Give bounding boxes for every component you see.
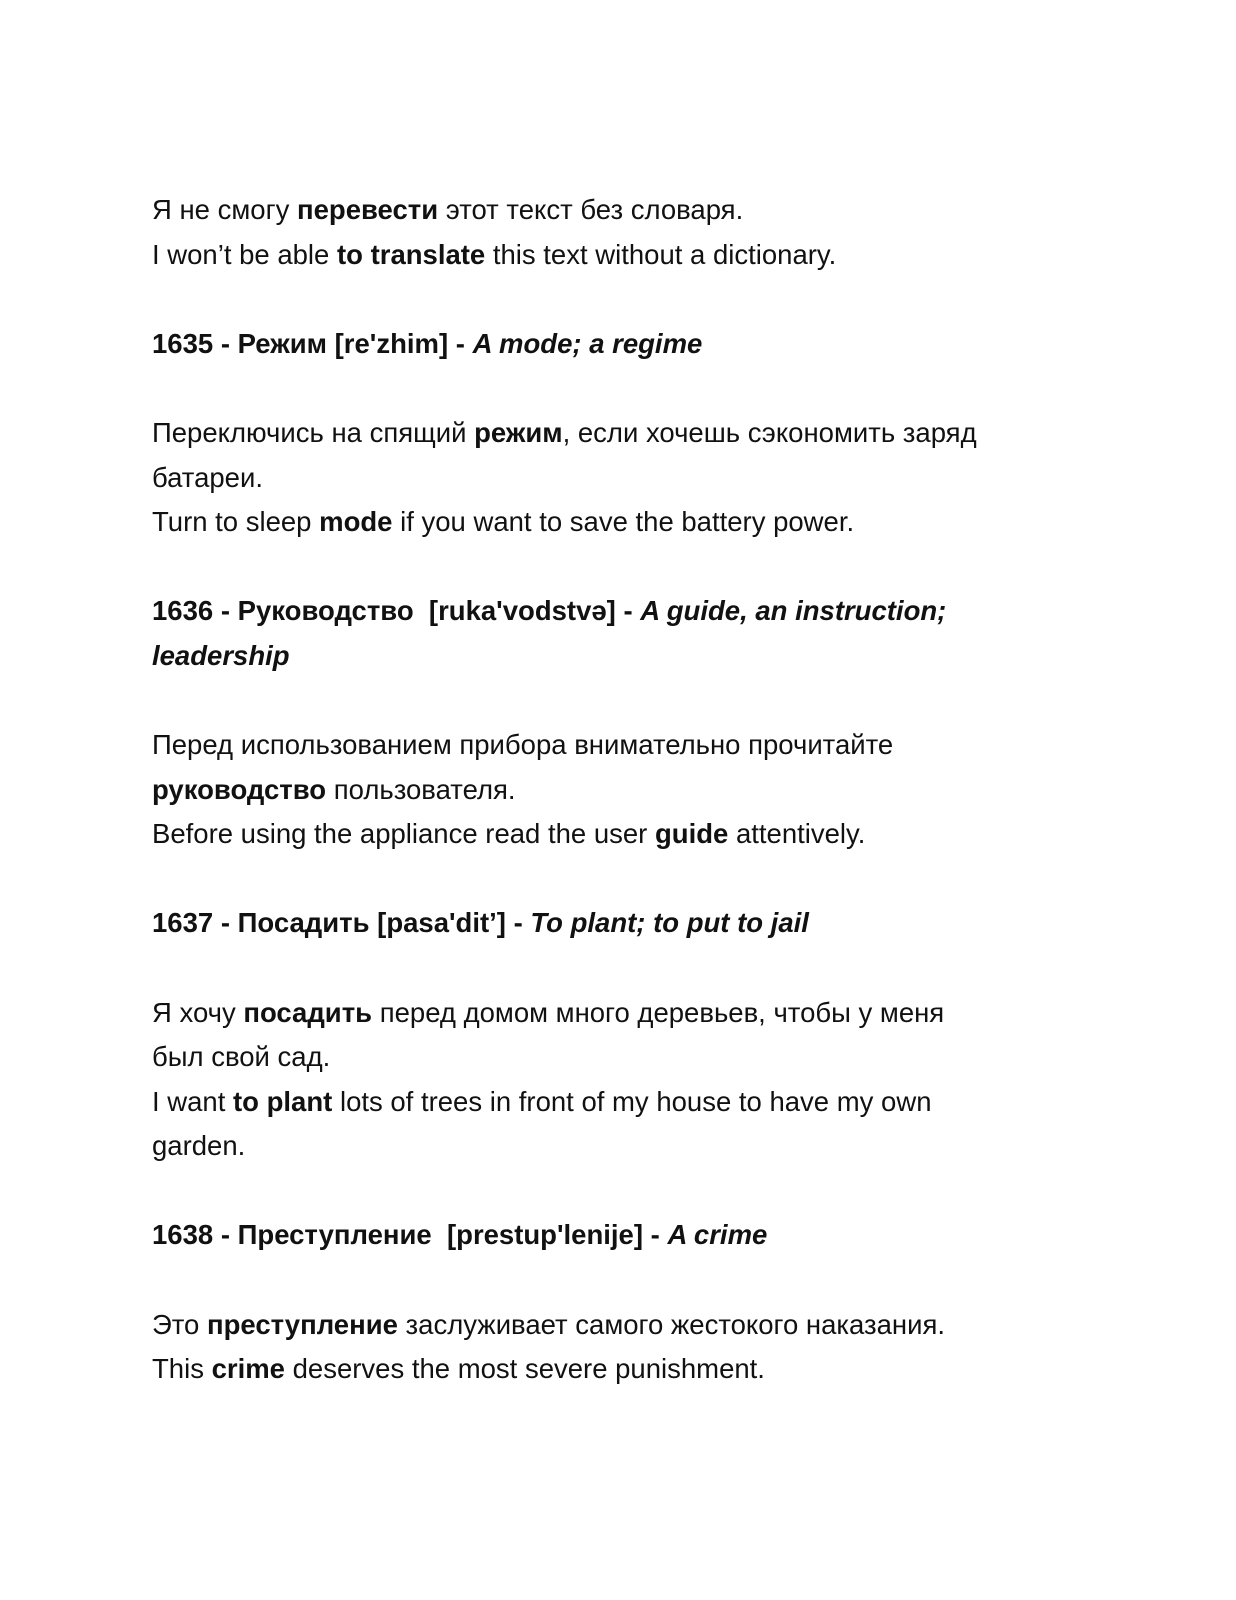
- example-en-1636: Before using the appliance read the user guide attentively.: [152, 818, 866, 849]
- keyword-en: to translate: [336, 238, 486, 270]
- keyword-ru: руководство: [152, 773, 327, 805]
- document-page: [152, 188, 1072, 1392]
- keyword-en: guide: [654, 818, 729, 849]
- keyword-ru: перевести: [297, 194, 439, 225]
- entry-heading-1636-cont: [152, 634, 1072, 679]
- entry-meaning: A crime: [667, 1219, 768, 1250]
- entry-meaning: A guide, an instruction;: [640, 595, 947, 626]
- entry-heading-1638: 1638 - Преступление [prestup'lenije] - A crime: [152, 1219, 768, 1250]
- example-en-1638: This crime deserves the most severe punishment.: [152, 1353, 765, 1384]
- example-en-1637-line1: I want to plant lots of trees in front of my house to have my own: [152, 1085, 932, 1117]
- keyword-en: crime: [211, 1353, 285, 1384]
- example-en-prev: I won’t be able to translate this text without a dictionary.: [152, 238, 837, 270]
- example-en-1637-line2: garden.: [152, 1130, 246, 1161]
- keyword-en: mode: [319, 506, 393, 537]
- example-ru-1637-line2: был свой сад.: [152, 1041, 331, 1072]
- entry-meaning: To plant; to put to jail: [530, 907, 809, 938]
- keyword-en: to plant: [233, 1085, 333, 1117]
- example-ru-1636-line2: руководство пользователя.: [152, 773, 516, 805]
- entry-heading-1635: 1635 - Режим [re'zhim] - A mode; a regime: [152, 327, 703, 359]
- keyword-ru: посадить: [243, 996, 373, 1028]
- entry-meaning: leadership: [152, 639, 290, 671]
- example-ru-prev: Я не смогу перевести этот текст без словаря.: [152, 194, 744, 225]
- entry-meaning: A mode; a regime: [472, 327, 703, 359]
- keyword-ru: преступление: [207, 1308, 398, 1340]
- example-ru-1638: Это преступление заслуживает самого жестокого наказания.: [152, 1308, 945, 1340]
- example-ru-1637-line1: Я хочу посадить перед домом много деревьев, чтобы у меня: [152, 996, 945, 1028]
- example-ru-1635-line1: Переключись на спящий режим, если хочешь сэкономить заряд: [152, 417, 977, 448]
- example-ru-1636-line1: Перед использованием прибора внимательно прочитайте: [152, 729, 894, 760]
- example-ru-1635-line2: батареи.: [152, 461, 263, 493]
- entry-heading-1637: 1637 - Посадить [pasa'dit’] - To plant; to put to jail: [152, 907, 809, 938]
- keyword-ru: режим: [474, 417, 563, 448]
- example-en-1635: Turn to sleep mode if you want to save the battery power.: [152, 506, 855, 537]
- entry-heading-1636: 1636 - Руководство [ruka'vodstvə] - A guide, an instruction;: [152, 595, 947, 626]
